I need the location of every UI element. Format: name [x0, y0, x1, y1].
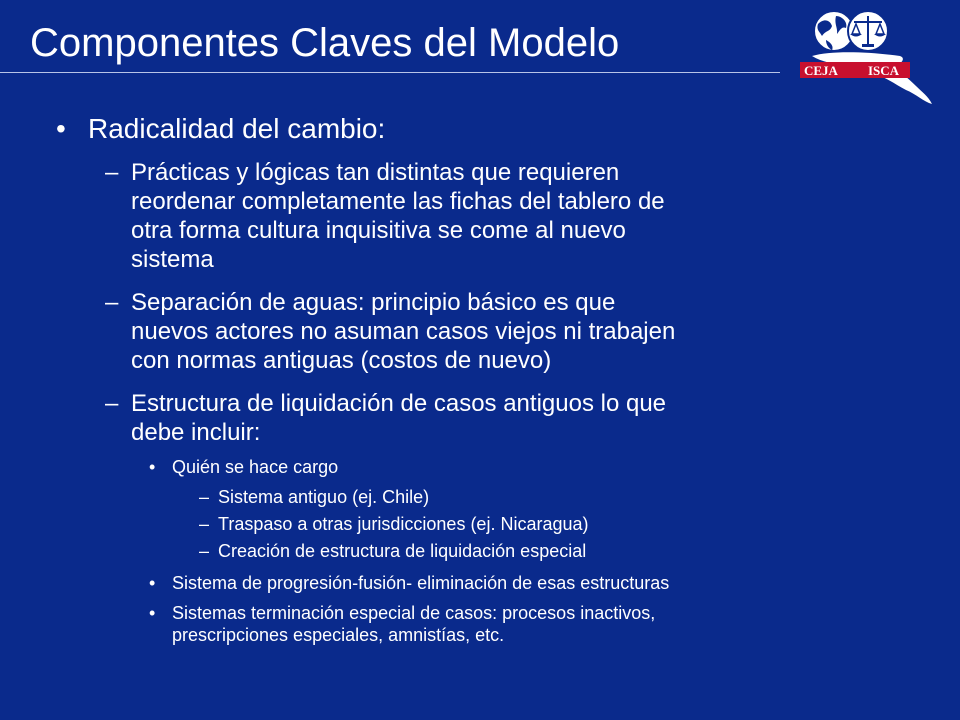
- dash-marker: –: [199, 487, 210, 507]
- level3-progresion: Sistema de progresión-fusión- eliminación de esas estructuras: [172, 573, 670, 593]
- dash-marker: –: [105, 390, 119, 417]
- level3-quien: Quién se hace cargo: [172, 457, 339, 477]
- subpoint-1-line-4: sistema: [131, 246, 214, 273]
- subpoint-1-line-1: Prácticas y lógicas tan distintas que requieren: [131, 159, 620, 186]
- slide-title: Componentes Claves del Modelo: [30, 21, 620, 65]
- subpoint-3-line-2: debe incluir:: [131, 419, 261, 446]
- subpoint-2-line-1: Separación de aguas: principio básico es que: [131, 289, 616, 316]
- subpoint-3-line-1: Estructura de liquidación de casos antiguos lo que: [131, 390, 667, 417]
- level3-terminacion-line-2: prescripciones especiales, amnistías, etc.: [172, 625, 505, 645]
- logo-ceja-text: CEJA: [804, 63, 838, 78]
- subpoint-2-line-3: con normas antiguas (costos de nuevo): [131, 347, 552, 374]
- dash-marker: –: [105, 289, 119, 316]
- level3-terminacion-line-1: Sistemas terminación especial de casos: procesos inactivos,: [172, 603, 656, 623]
- bullet-marker: •: [149, 573, 156, 593]
- subpoint-2-line-2: nuevos actores no asuman casos viejos ni trabajen: [131, 318, 676, 345]
- bullet-marker: •: [149, 457, 156, 477]
- subpoint-1-line-2: reordenar completamente las fichas del tablero de: [131, 188, 665, 215]
- dash-marker: –: [199, 541, 210, 561]
- subpoint-1-line-3: otra forma cultura inquisitiva se come al nuevo: [131, 217, 626, 244]
- level4-creacion: Creación de estructura de liquidación especial: [218, 541, 587, 561]
- level4-traspaso: Traspaso a otras jurisdicciones (ej. Nicaragua): [218, 514, 589, 534]
- dash-marker: –: [199, 514, 210, 534]
- dash-marker: –: [105, 159, 119, 186]
- logo-isca-text: ISCA: [868, 63, 900, 78]
- level4-sistema-antiguo: Sistema antiguo (ej. Chile): [218, 487, 430, 507]
- bullet-marker: •: [149, 603, 156, 623]
- bullet-marker: •: [56, 113, 66, 144]
- bullet-text-radicalidad: Radicalidad del cambio:: [88, 113, 386, 144]
